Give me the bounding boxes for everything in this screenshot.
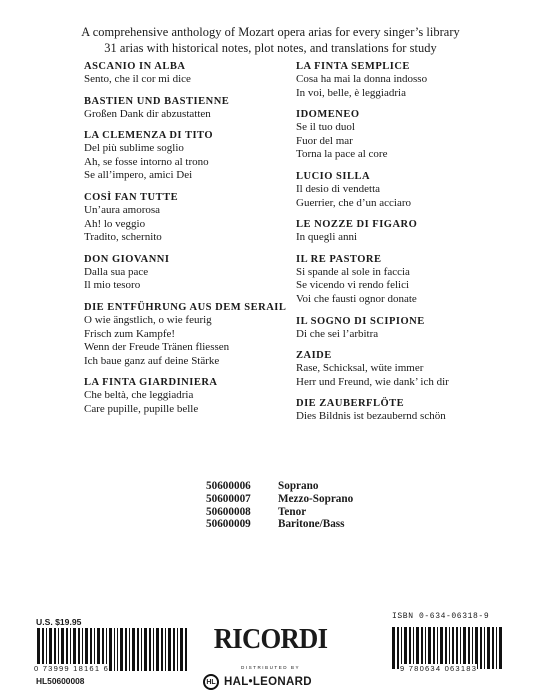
opera-block — [296, 253, 516, 307]
hal-leonard-logo — [203, 673, 312, 691]
opera-block — [84, 376, 304, 416]
edition-code: 50600007 — [206, 492, 251, 505]
aria-title: Torna la pace al core — [296, 148, 388, 161]
edition-row — [206, 506, 353, 519]
aria-title: Ah! lo veggio — [84, 217, 146, 230]
opera-block — [296, 170, 516, 210]
opera-title: IDOMENEO — [296, 109, 360, 121]
opera-title: LA CLEMENZA DI TITO — [84, 130, 214, 142]
opera-title: ZAIDE — [296, 350, 332, 362]
aria-title: Tradito, schernito — [84, 231, 162, 244]
edition-row — [206, 493, 353, 506]
aria-title: In voi, belle, è leggiadria — [296, 86, 406, 99]
aria-title: Se all’impero, amici Dei — [84, 169, 193, 182]
edition-voice: Mezzo-Soprano — [278, 492, 354, 505]
opera-block — [296, 349, 516, 389]
aria-title: Cosa ha mai la donna indosso — [296, 73, 428, 85]
aria-title: Großen Dank dir abzustatten — [84, 107, 211, 120]
edition-row — [206, 480, 353, 493]
hl-product-code: HL50600008 — [36, 676, 85, 686]
aria-title: Un’aura amorosa — [84, 203, 161, 216]
aria-title: Rase, Schicksal, wüte immer — [296, 362, 424, 375]
opera-block — [84, 129, 304, 183]
aria-title: Che beltà, che leggiadria — [84, 389, 194, 402]
opera-title: LUCIO SILLA — [296, 170, 371, 182]
aria-title: Ich baue ganz auf deine Stärke — [84, 354, 220, 367]
aria-title: Fuor del mar — [296, 134, 353, 147]
aria-title: In quegli anni — [296, 231, 358, 244]
opera-block — [296, 60, 516, 100]
opera-block — [296, 218, 516, 245]
aria-title: Wenn der Freude Tränen fliessen — [84, 341, 230, 354]
edition-voice: Tenor — [278, 505, 307, 518]
left-opera-column — [84, 60, 304, 425]
edition-voice: Baritone/Bass — [278, 518, 345, 531]
aria-title: Si spande al sole in faccia — [296, 265, 410, 278]
opera-title: IL SOGNO DI SCIPIONE — [296, 315, 425, 327]
opera-block — [84, 95, 304, 122]
opera-block — [84, 253, 304, 293]
opera-title: LA FINTA GIARDINIERA — [84, 377, 218, 389]
opera-title: LE NOZZE DI FIGARO — [296, 219, 418, 231]
opera-block — [84, 60, 304, 87]
aria-title: Sento, che il cor mi dice — [84, 73, 191, 85]
hal-leonard-emblem-icon: HL — [203, 674, 219, 690]
aria-title: Dies Bildnis ist bezaubernd schön — [296, 410, 446, 423]
upc-digits: 0 73999 18161 6 — [34, 664, 110, 673]
opera-title: DIE ENTFÜHRUNG AUS DEM SERAIL — [84, 301, 287, 313]
hal-leonard-wordmark: HAL•LEONARD — [224, 676, 312, 688]
opera-title: BASTIEN UND BASTIENNE — [84, 95, 230, 107]
opera-title: ASCANIO IN ALBA — [84, 61, 186, 72]
edition-voice: Soprano — [278, 480, 319, 492]
edition-code: 50600006 — [206, 480, 251, 492]
aria-title: Ah, se fosse intorno al trono — [84, 155, 209, 168]
tagline-line-2: 31 arias with historical notes, plot notes, and translations for study — [104, 41, 437, 55]
isbn-text: ISBN 0-634-06318-9 — [392, 612, 490, 621]
edition-row — [206, 518, 353, 531]
opera-block — [296, 315, 516, 342]
aria-title: Di che sei l’arbitra — [296, 327, 379, 340]
opera-title: DON GIOVANNI — [84, 253, 170, 265]
aria-title: Del più sublime soglio — [84, 142, 184, 155]
opera-block — [296, 397, 516, 424]
price: U.S. $19.95 — [36, 617, 82, 627]
aria-title: O wie ängstlich, o wie feurig — [84, 313, 212, 326]
aria-title: Herr und Freund, wie dank’ ich dir — [296, 375, 449, 388]
aria-title: Il desio di vendetta — [296, 182, 381, 195]
opera-title: IL RE PASTORE — [296, 253, 382, 265]
edition-code: 50600008 — [206, 505, 251, 518]
tagline — [0, 24, 541, 56]
opera-block — [84, 191, 304, 245]
isbn-digits: 9 780634 063183 — [400, 664, 478, 673]
aria-title: Frisch zum Kampfe! — [84, 327, 176, 340]
edition-list — [206, 480, 353, 531]
aria-title: Se il tuo duol — [296, 121, 355, 134]
aria-title: Guerrier, che d’un acciaro — [296, 196, 411, 209]
edition-code: 50600009 — [206, 518, 251, 531]
aria-title: Dalla sua pace — [84, 265, 149, 278]
aria-title: Voi che fausti ognor donate — [296, 292, 417, 305]
opera-block — [84, 301, 304, 368]
opera-title: DIE ZAUBERFLÖTE — [296, 398, 405, 410]
ricordi-logo: RICORDI — [213, 623, 328, 655]
opera-block — [296, 108, 516, 162]
aria-title: Se vicendo vi rendo felici — [296, 279, 410, 292]
tagline-line-1: A comprehensive anthology of Mozart opera arias for every singer’s library — [81, 25, 460, 39]
aria-title: Care pupille, pupille belle — [84, 402, 199, 415]
aria-title: Il mio tesoro — [84, 279, 141, 292]
distributed-by-label: DISTRIBUTED BY — [240, 665, 301, 670]
opera-title: COSÌ FAN TUTTE — [84, 191, 179, 203]
right-opera-column — [296, 60, 516, 432]
opera-title: LA FINTA SEMPLICE — [296, 61, 410, 72]
